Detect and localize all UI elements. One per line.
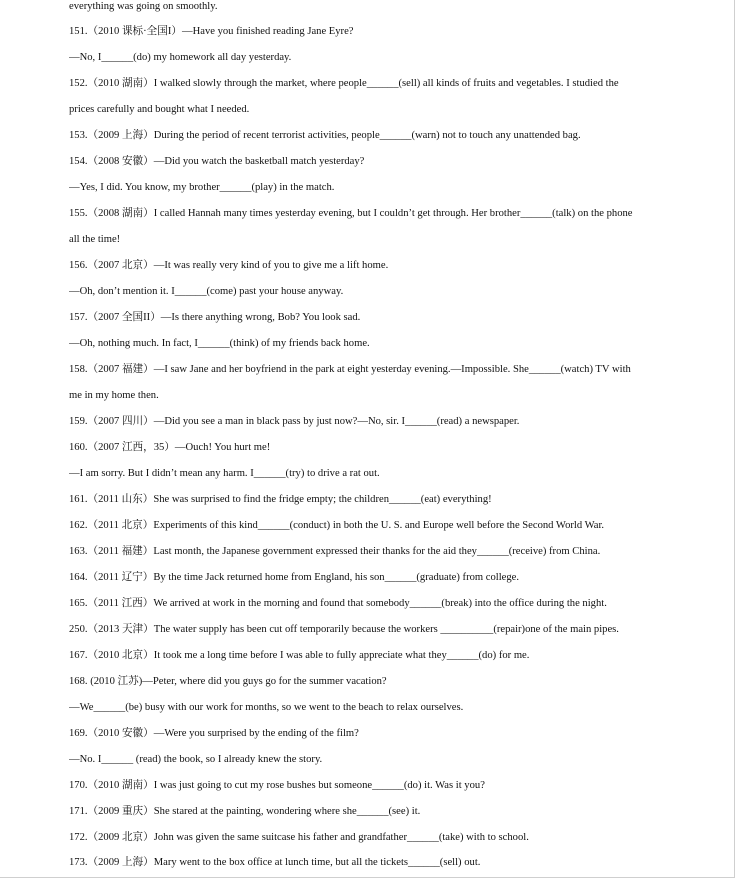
text-line: prices carefully and bought what I needed. bbox=[69, 104, 250, 115]
question-151: 151.（2010 课标·全国I）—Have you finished reading Jane Eyre? bbox=[69, 26, 354, 37]
question-162: 162.（2011 北京）Experiments of this kind______(conduct) in both the U. S. and Europe well before the Second World War. bbox=[69, 520, 605, 531]
question-163: 163.（2011 福建）Last month, the Japanese government expressed their thanks for the aid they______(receive) from China. bbox=[69, 546, 601, 557]
answer-line-156: —Oh, don’t mention it. I______(come) past your house anyway. bbox=[69, 286, 344, 297]
question-154: 154.（2008 安徽）—Did you watch the basketball match yesterday? bbox=[69, 156, 365, 167]
question-172: 172.（2009 北京）John was given the same suitcase his father and grandfather______(take) with to school. bbox=[69, 832, 529, 843]
question-159: 159.（2007 四川）—Did you see a man in black pass by just now?—No, sir. I______(read) a newspaper. bbox=[69, 416, 520, 427]
question-173: 173.（2009 上海）Mary went to the box office at lunch time, but all the tickets______(sell) out. bbox=[69, 857, 481, 868]
question-161: 161.（2011 山东）She was surprised to find the fridge empty; the children______(eat) everything! bbox=[69, 494, 492, 505]
text-line: all the time! bbox=[69, 234, 121, 245]
answer-line-168: —We______(be) busy with our work for months, so we went to the beach to relax ourselves. bbox=[69, 702, 464, 713]
question-160: 160.（2007 江西，35）—Ouch! You hurt me! bbox=[69, 442, 271, 453]
answer-line-169: —No. I______ (read) the book, so I already knew the story. bbox=[69, 754, 323, 765]
text-line: me in my home then. bbox=[69, 390, 159, 401]
question-168: 168. (2010 江苏)—Peter, where did you guys go for the summer vacation? bbox=[69, 676, 387, 687]
question-165: 165.（2011 江西）We arrived at work in the morning and found that somebody______(break) into the office during the night. bbox=[69, 598, 607, 609]
question-170: 170.（2010 湖南）I was just going to cut my rose bushes but someone______(do) it. Was it you? bbox=[69, 780, 485, 791]
question-169: 169.（2010 安徽）—Were you surprised by the ending of the film? bbox=[69, 728, 359, 739]
answer-line-151: —No, I______(do) my homework all day yesterday. bbox=[69, 52, 292, 63]
answer-line-160: —I am sorry. But I didn’t mean any harm. I______(try) to drive a rat out. bbox=[69, 468, 380, 479]
answer-line-157: —Oh, nothing much. In fact, I______(think) of my friends back home. bbox=[69, 338, 370, 349]
question-156: 156.（2007 北京）—It was really very kind of you to give me a lift home. bbox=[69, 260, 389, 271]
question-153: 153.（2009 上海）During the period of recent terrorist activities, people______(warn) not to touch any unattended bag. bbox=[69, 130, 581, 141]
question-158: 158.（2007 福建）—I saw Jane and her boyfriend in the park at eight yesterday evening.—Impossible. She______(watch) TV with bbox=[69, 364, 631, 375]
question-250: 250.（2013 天津）The water supply has been cut off temporarily because the workers __________(repair)one of the main pipes. bbox=[69, 624, 619, 635]
question-164: 164.（2011 辽宁）By the time Jack returned home from England, his son______(graduate) from college. bbox=[69, 572, 520, 583]
text-line: everything was going on smoothly. bbox=[69, 1, 218, 12]
question-152: 152.（2010 湖南）I walked slowly through the market, where people______(sell) all kinds of fruits and vegetables. I studied the bbox=[69, 78, 619, 89]
answer-line-154: —Yes, I did. You know, my brother______(play) in the match. bbox=[69, 182, 335, 193]
question-171: 171.（2009 重庆）She stared at the painting, wondering where she______(see) it. bbox=[69, 806, 421, 817]
question-157: 157.（2007 全国II）—Is there anything wrong, Bob? You look sad. bbox=[69, 312, 361, 323]
question-167: 167.（2010 北京）It took me a long time before I was able to fully appreciate what they______(do) for me. bbox=[69, 650, 530, 661]
question-155: 155.（2008 湖南）I called Hannah many times yesterday evening, but I couldn’t get through. Her brother______(talk) on the phone bbox=[69, 208, 633, 219]
